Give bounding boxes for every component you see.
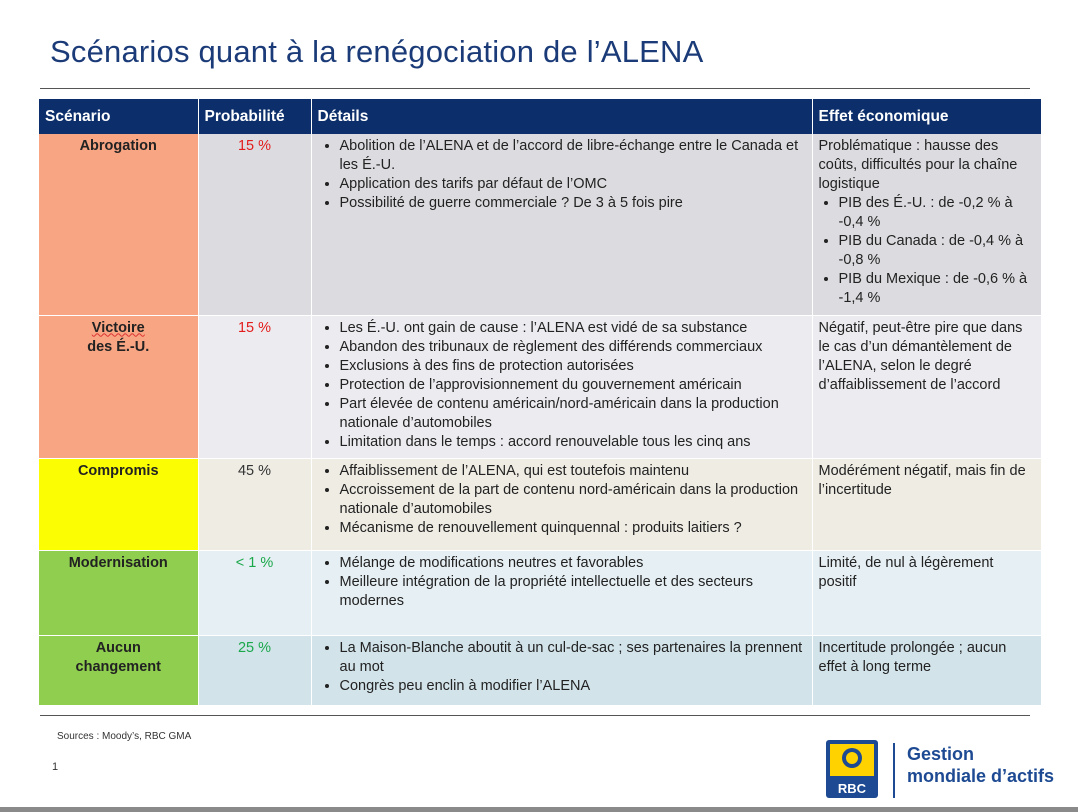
effect-abrogation — [812, 134, 1041, 315]
header-probability: Probabilité — [198, 99, 311, 134]
brand-line: Gestion — [907, 744, 975, 764]
table-row — [39, 635, 1041, 705]
brand-divider — [893, 743, 895, 798]
list-item: • Exclusions à des fins de protection autorisées — [340, 357, 806, 376]
table-row — [39, 550, 1041, 635]
scenario-line: des É.-U. — [87, 338, 150, 355]
details-modernisation — [311, 550, 812, 635]
list-item: • Possibilité de guerre commerciale ? De 3 à 5 fois pire — [340, 194, 806, 213]
header-details: Détails — [311, 99, 812, 134]
table-row — [39, 458, 1041, 550]
bottom-bar — [0, 807, 1078, 812]
header-scenario: Scénario — [39, 99, 198, 134]
table-header-row — [39, 99, 1041, 134]
title-divider — [40, 88, 1030, 89]
page-number: 1 — [52, 761, 59, 773]
details-compromis — [311, 458, 812, 550]
sources-note: Sources : Moody’s, RBC GMA — [57, 731, 192, 742]
list-item: • PIB du Canada : de -0,4 % à -0,8 % — [839, 232, 1035, 270]
list-item: • Protection de l’approvisionnement du gouvernement américain — [340, 376, 806, 395]
page-title: Scénarios quant à la renégociation de l’ALENA — [50, 34, 704, 69]
scenario-line: Victoire — [91, 319, 145, 336]
probability-victoire: 15 % — [198, 315, 311, 458]
probability-compromis: 45 % — [198, 458, 311, 550]
list-item: • Accroissement de la part de contenu nord-américain dans la production nationale d’automobiles — [340, 481, 806, 519]
probability-aucun-changement: 25 % — [198, 635, 311, 705]
details-victoire — [311, 315, 812, 458]
effect-compromis: Modérément négatif, mais fin de l’incertitude — [812, 458, 1041, 550]
header-effect: Effet économique — [812, 99, 1041, 134]
details-aucun-changement — [311, 635, 812, 705]
list-item: • Affaiblissement de l’ALENA, qui est toutefois maintenu — [340, 462, 806, 481]
scenario-line: changement — [75, 658, 161, 675]
probability-modernisation: < 1 % — [198, 550, 311, 635]
scenario-modernisation: Modernisation — [39, 550, 198, 635]
list-item: • Congrès peu enclin à modifier l’ALENA — [340, 677, 806, 696]
scenario-abrogation: Abrogation — [39, 134, 198, 315]
effect-aucun-changement: Incertitude prolongée ; aucun effet à long terme — [812, 635, 1041, 705]
details-abrogation — [311, 134, 812, 315]
rbc-lion-shield-icon — [826, 740, 882, 800]
list-item: • Part élevée de contenu américain/nord-américain dans la production nationale d’automobiles — [340, 395, 806, 433]
list-item: • Mécanisme de renouvellement quinquennal : produits laitiers ? — [340, 519, 806, 538]
scenario-compromis: Compromis — [39, 458, 198, 550]
list-item: • Limitation dans le temps : accord renouvelable tous les cinq ans — [340, 433, 806, 452]
scenario-victoire — [39, 315, 198, 458]
logo-text: RBC — [837, 781, 867, 796]
list-item: • PIB des É.-U. : de -0,2 % à -0,4 % — [839, 194, 1035, 232]
list-item: • Application des tarifs par défaut de l’OMC — [340, 175, 806, 194]
effect-text: Problématique : hausse des coûts, difficultés pour la chaîne logistique — [818, 138, 1018, 192]
probability-abrogation: 15 % — [198, 134, 311, 315]
list-item: • La Maison-Blanche aboutit à un cul-de-sac ; ses partenaires la prennent au mot — [340, 639, 806, 677]
rbc-logo — [826, 740, 882, 805]
footer-divider — [40, 715, 1030, 716]
scenario-aucun-changement — [39, 635, 198, 705]
list-item: • Abandon des tribunaux de règlement des différends commerciaux — [340, 338, 806, 357]
table-row — [39, 315, 1041, 458]
list-item: • PIB du Mexique : de -0,6 % à -1,4 % — [839, 270, 1035, 308]
effect-victoire: Négatif, peut-être pire que dans le cas d’un démantèlement de l’ALENA, selon le degré d’affaiblissement de l’accord — [812, 315, 1041, 458]
scenario-line: Aucun — [95, 639, 141, 656]
brand-line: mondiale d’actifs — [907, 766, 1055, 786]
scenario-table — [39, 99, 1042, 706]
list-item: • Meilleure intégration de la propriété intellectuelle et des secteurs modernes — [340, 573, 806, 611]
effect-modernisation: Limité, de nul à légèrement positif — [812, 550, 1041, 635]
list-item: • Mélange de modifications neutres et favorables — [340, 554, 806, 573]
list-item: • Les É.-U. ont gain de cause : l’ALENA est vidé de sa substance — [340, 319, 806, 338]
table-row — [39, 134, 1041, 315]
list-item: • Abolition de l’ALENA et de l’accord de libre-échange entre le Canada et les É.-U. — [340, 137, 806, 175]
brand-name — [907, 743, 1054, 787]
